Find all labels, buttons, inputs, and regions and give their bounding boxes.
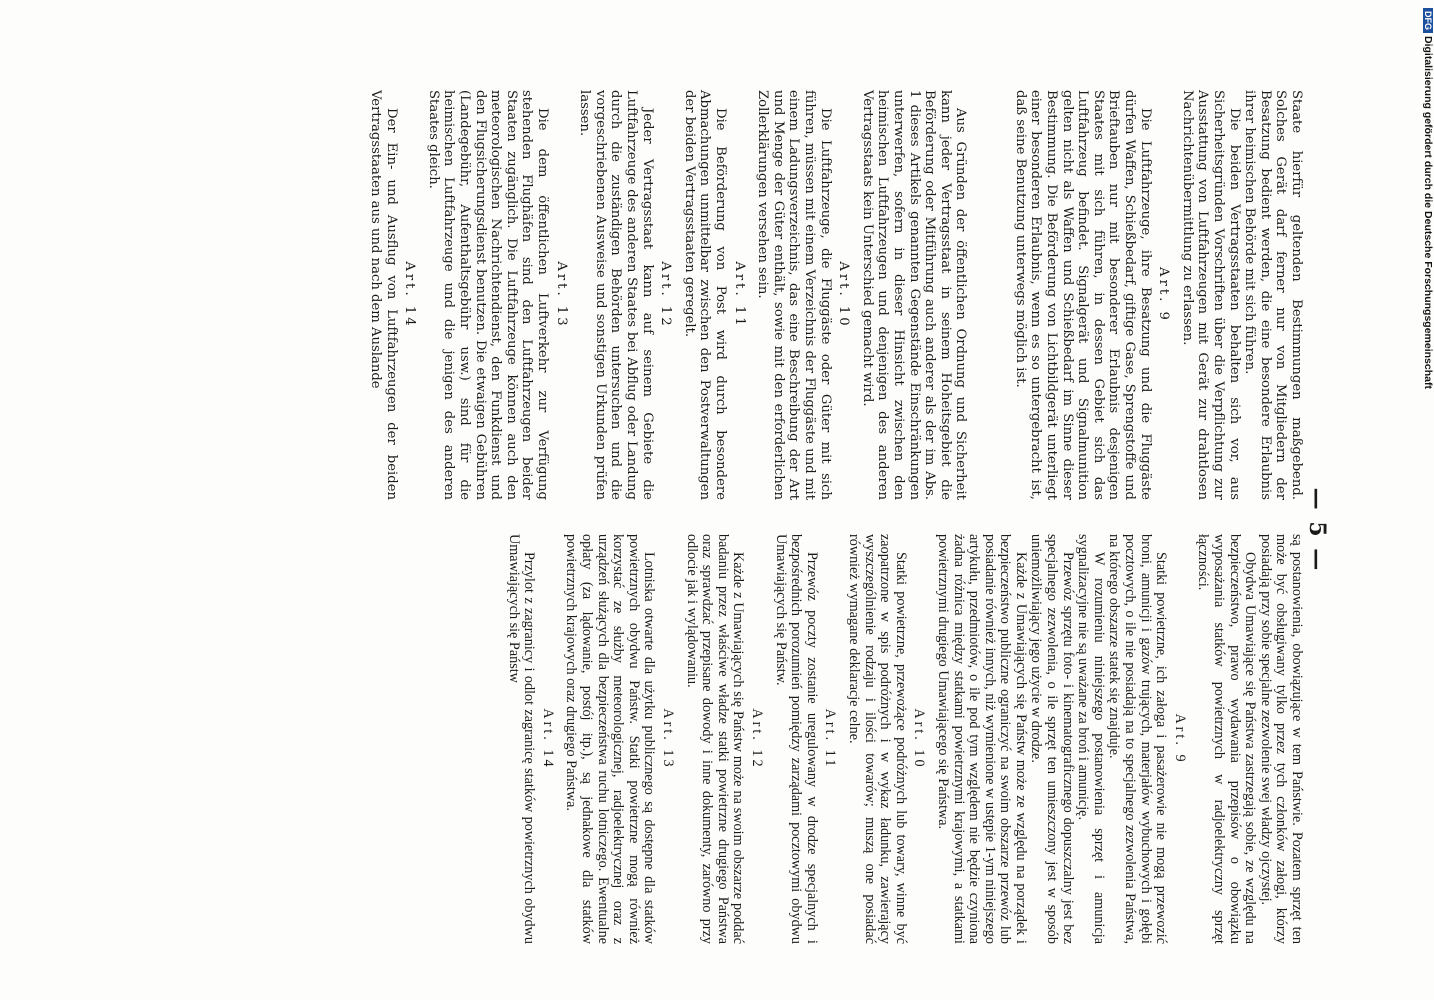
article-heading: Art. 9 [1171, 713, 1188, 765]
paragraph: Przylot z zagranicy i odlot zagranicę statków powietrznych obydwu Umawiających się Państw [505, 534, 538, 944]
paragraph: Przewóz poczty zostanie uregulowany w drodze specjalnych i bezpośrednich porozumień pomiędzy zarządami pocztowymi obydwu Umawiających się Państw. [772, 534, 820, 944]
paragraph: Statki powietrzne, przewożące podróżnych lub towary, winne być zaopatrzone w spis podróżnych i w wykaz ładunku, zawierający wyszczególnienie rodzaju i ilości towarów; muszą one posiadać również wymagane deklaracje celne. [845, 534, 909, 944]
paragraph: Staate hierfür geltenden Bestimmungen maßgebend. Solches Gerät darf ferner nur von Mitgliedern der Besatzung bedient werden, die eine besondere Erlaubnis ihrer heimischen Behörde mit sich führen. [1242, 90, 1304, 500]
paragraph: Die Luftfahrzeuge, ihre Besatzung und die Fluggäste dürfen Waffen, Schießbedarf, giftige Gase, Sprengstoffe und Brieftauben nur mit besonderer Erlaubnis desjenigen Staates mit sich führen, in dessen Gebiet sich das Luftfahrzeug befindet. Signalgerät und Signalmunition gelten nicht als Waffen und Schießbedarf im Sinne dieser Bestimmung. Die Beförderung von Lichtbildgerät unterliegt einer besonderen Erlaubnis, wenn es so untergebracht ist, daß seine Benutzung unterwegs möglich ist. [1012, 90, 1153, 500]
article-heading: Art. 12 [658, 261, 674, 329]
article-heading: Art. 10 [836, 261, 852, 329]
paragraph: Jeder Vertragsstaat kann auf seinem Gebiete die Luftfahrzeuge des anderen Staates bei Abflug oder Landung durch die zuständigen Behörden untersuchen und die vorgeschriebenen Ausweise und sonstigen Urkunden prüfen lassen. [577, 90, 655, 500]
article-heading: Art. 14 [539, 708, 556, 770]
rotated-document-page [98, 90, 1338, 970]
paragraph: Obydwa Umawiające się Państwa zastrzegają sobie, ze względu na bezpieczeństwo, prawo wydawania przepisów o obowiązku wyposażania statków powietrznych w radjoelektryczny sprzęt łączności. [1195, 534, 1259, 944]
paragraph: Każde z Umawiających się Państw może ze względu na porządek i bezpieczeństwo publiczne ograniczyć na swoim obszarze przewóz lub posiadanie również innych, niż wymienione w ustępie 1-ym niniejszego artykułu, przedmiotów, o ile pod tym względem nie będzie czyniona żadna różnica między statkami powietrznymi krajowymi, a statkami powietrznymi drugiego Umawiającego się Państwa. [934, 534, 1029, 944]
paragraph: Der Ein- und Ausflug von Luftfahrzeugen der beiden Vertragsstaaten aus und nach dem Auslande [368, 90, 399, 500]
paragraph: Statki powietrzne, ich załoga i pasażerowie nie mogą przewozić broni, amunicji i gazów trujących, materjałów wybuchowych i gołębi pocztowych, o ile nie posiadają na to specjalnego zezwolenia Państwa, na którego obszarze statek się znajduje. [1106, 534, 1170, 944]
digitization-credit-text: Digitalisierung gefördert durch die Deutsche Forschungsgemeinschaft [1422, 36, 1434, 389]
article-heading: Art. 11 [822, 708, 839, 770]
article-heading: Art. 10 [911, 708, 928, 770]
paragraph: Die Luftfahrzeuge, die Fluggäste oder Güter mit sich führen, müssen mit einem Verzeichnis der Fluggäste und mit einem Ladungsverzeichnis, das eine Beschreibung der Art und Menge der Güter enthält, sowie mit den erforderlichen Zollerklärungen versehen sein. [755, 90, 833, 500]
article-heading: Art. 13 [553, 261, 569, 329]
dfg-logo: DFG [1423, 8, 1433, 33]
article-heading: Art. 13 [660, 708, 677, 770]
german-text-column [368, 90, 1304, 500]
paragraph: Die dem öffentlichen Luftverkehr zur Verfügung stehenden Flughäfen sind den Luftfahrzeugen beider Staaten zugänglich. Die Luftfahrzeuge können auch den meteorologischen Nachrichtendienst, den Funkdienst und den Flugsicherungsdienst benutzen. Die etwaigen Gebühren (Landegebühr, Aufenthaltsgebühr usw.) sind für die heimischen Luftfahrzeuge und die jenigen des anderen Staates gleich. [425, 90, 551, 500]
page-number: — 5 — [1304, 487, 1330, 573]
article-heading: Art. 12 [749, 708, 765, 770]
paragraph: Lotniska otwarte dla użytku publicznego są dostępne dla statków powietrznych obydwu Państw. Statki powietrzne mogą również korzystać ze służby meteorologicznej, radjoelektrycznej oraz z urządzeń służących dla bezpieczeństwa ruchu lotniczego. Ewentualne opłaty (za lądowanie, postój itp.), są jednakowe dla statków powietrznych krajowych oraz drugiego Państwa. [563, 534, 658, 944]
paragraph: są postanowienia, obowiązujące w tem Państwie. Pozatem sprzęt ten może być obsługiwany tylko przez tych członków załogi, którzy posiadają przy sobie specjalne zezwolenie swej władzy ojczystej. [1257, 534, 1305, 944]
paragraph: Die Beförderung von Post wird durch besondere Abmachungen unmittelbar zwischen den Postverwaltungen der beiden Vertragsstaaten geregelt. [681, 90, 728, 500]
paragraph: W rozumieniu niniejszego postanowienia sprzęt i amunicja sygnalizacyjne nie są uważane za broń i amunicję. [1075, 534, 1107, 944]
article-heading: Art. 9 [1156, 267, 1172, 323]
paragraph: Przewóz sprzętu foto- i kinematograficznego dopuszczalny jest bez specjalnego zezwolenia, o ile sprzęt ten umieszczony jest w sposób uniemożliwiający jego użycie w drodze. [1028, 534, 1076, 944]
paragraph: Aus Gründen der öffentlichen Ordnung und Sicherheit kann jeder Vertragsstaat in seinem Hoheitsgebiet die Beförderung oder Mitführung auch anderer als der im Abs. 1 dieses Artikels genannten Gegenstände Einschränkungen unterwerfen, sofern in dieser Hinsicht zwischen den heimischen Luftfahrzeugen und denjenigen des anderen Vertragsstaats kein Unterschied gemacht wird. [859, 90, 969, 500]
paragraph: Die beiden Vertragsstaaten behalten sich vor, aus Sicherheitsgründen Vorschriften über die Verpflichtung zur Ausstattung von Luftfahrzeugen mit Gerät zur drahtlosen Nachrichtenübermittlung zu erlassen. [1179, 90, 1242, 500]
digitization-credit [1416, 8, 1434, 400]
polish-text-column [505, 534, 1304, 944]
paragraph: Każde z Umawiających się Państw może na swoim obszarze poddać badaniu przez właściwe władze statki powietrzne drugiego Państwa oraz sprawdzać przepisane dowody i inne dokumenty, zarówno przy odlocie jak i wylądowaniu. [683, 534, 747, 944]
article-heading: Art. 14 [402, 261, 418, 329]
column-spacer [968, 90, 1012, 500]
article-heading: Art. 11 [731, 261, 747, 329]
